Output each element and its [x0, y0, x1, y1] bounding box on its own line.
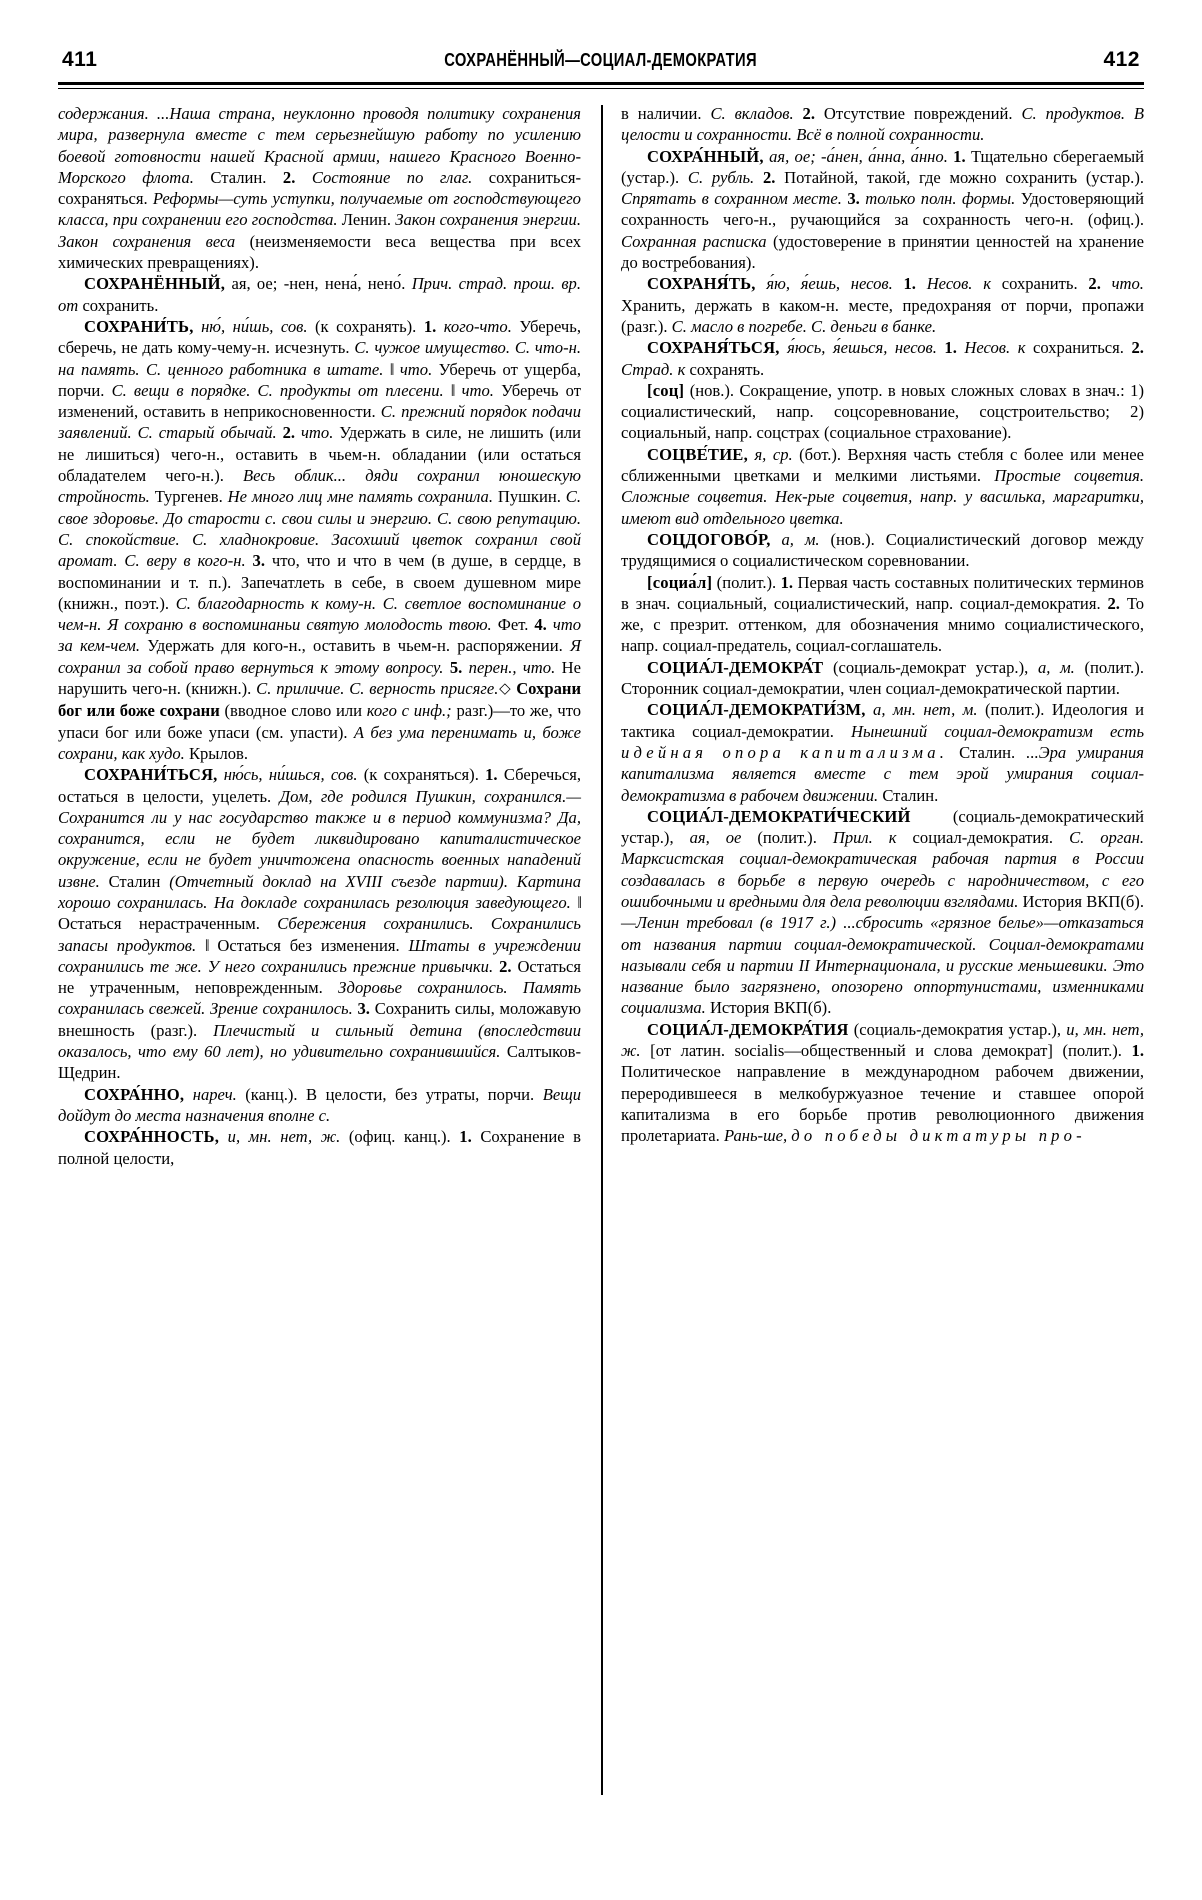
headword: СОХРАНИ́ТЬ, — [84, 316, 194, 336]
sense-1-definition: Первая часть составных политических терминов в знач. социальный, социалистический, напр. социал-демократия. — [621, 572, 1144, 613]
two-column-body — [58, 103, 1144, 1803]
sense-2-definition: Удержать в силе, не лишить (или не лишиться) чего-н., оставить в чьем-н. обладании (или остаться обладателем чего-н.). — [58, 423, 581, 486]
entry-sohranennyj — [58, 273, 581, 316]
running-head — [58, 48, 1144, 72]
sense-1-k: к — [1017, 338, 1026, 358]
sense-number-1: 1. — [903, 274, 916, 294]
entry-social-demokratiya — [621, 1019, 1144, 1147]
sense-3-definition: Удостоверяющий сохранность чего-н., ручающийся за сохранность чего-н. (офиц.). — [621, 189, 1145, 230]
sense-2-k: к — [677, 359, 686, 379]
example-2: —Ленин требовал (в 1917 г.) ...сбросить «грязное белье»—отказаться от названия партии социал-демократической. Социал-демократами называли себя и партии II Интернационала, и русские меньшевики. Это название было загрязнено, опозорено оппортунистами, изменниками социализма. — [621, 913, 1144, 1018]
sense-number-1: 1. — [485, 765, 498, 785]
source-1: История ВКП(б). — [1022, 891, 1144, 911]
etymology: [от латин. socialis—общественный и слова демократ] — [650, 1041, 1053, 1061]
grammar-plain: сохраняться). — [383, 765, 479, 785]
carryover-plain-1: в наличии. — [621, 104, 702, 123]
sub-2-definition: Остаться без изменения. — [217, 935, 400, 955]
sense-1-example-1: Дом, где родился Пушкин, сохранился.—Сохранится ли у нас государство также и в период коммунизма? Да, сохранится, если не будет ликвидировано капиталистическое окружение, если не будет уничтожена опасность военных нападений извне. — [58, 786, 581, 891]
source-1: Сталин. — [959, 742, 1016, 762]
qualifier: (полит.). — [1062, 1041, 1122, 1061]
sense-4-grammar: что за кем-чем. — [58, 615, 582, 656]
headword: СОХРАНИ́ТЬСЯ, — [84, 765, 218, 785]
double-bar-icon: ‖ — [577, 892, 581, 912]
carryover-sense-2: 2. — [282, 167, 296, 187]
sense-3-example: Плечистый и сильный детина (впоследствии оказалось, что ему 60 лет), но удивительно сохранившийся. — [58, 1020, 581, 1062]
sense-2-definition: То же, с презрит. оттенком, для обозначения мнимо социалистического, напр. социал-предатель, социал-соглашатель. — [621, 593, 1144, 656]
definition-plain: социал-демократия. — [912, 828, 1054, 848]
double-bar-icon: ‖ — [204, 935, 209, 955]
definition: Верхняя часть стебля с более или менее сближенными цветками и мелкими листьями. — [621, 444, 1144, 486]
sense-2-definition: Остаться не утраченным, неповрежденным. — [58, 956, 582, 998]
header-rule-thick — [58, 82, 1144, 85]
entry-social-demokraticheskij — [621, 806, 1144, 1019]
sense-4-example: Я сохранил за собой право вернуться к этому вопросу. — [58, 636, 581, 677]
entry-sohranitsya — [58, 764, 581, 1083]
definition: Сокращение, употр. в новых сложных словах в знач.: 1) социалистический, напр. соцсоревнование, соцстроительство; 2) социальный, напр. соцстрах (социальное страхование). — [621, 380, 1144, 443]
grammar-paren: (к — [315, 316, 329, 336]
definition-italic: Прич. страд. прош. вр. от — [58, 274, 581, 315]
sense-number-3: 3. — [847, 189, 860, 209]
sense-3-definition: что, что и что в чем (в душе, в сердце, в воспоминании и т. п.). Запечатлеть в себе, в своем душевном мире (книжн., поэт.). — [58, 551, 581, 613]
headword: [соц] — [647, 380, 685, 400]
sense-1-label: Несов. — [964, 338, 1011, 358]
tail-spaced: до победы диктатуры про- — [791, 1126, 1086, 1146]
qualifier: (бот.). — [799, 444, 842, 464]
variant: (социаль-демократический устар.), — [621, 806, 1144, 848]
sense-number-1: 1. — [944, 338, 957, 358]
sense-2-example: Здоровье сохранилось. Память сохранилась свежей. Зрение сохранилось. — [58, 978, 582, 1019]
sense-1-definition: Уберечь, сберечь, не дать кому-чему-н. исчезнуть. — [58, 316, 581, 358]
sense-3-tail: (удостоверение в принятии ценностей на хранение до востребования). — [621, 231, 1145, 273]
carryover-plain-2: Отсутствие повреждений. — [823, 104, 1013, 123]
sense-2-example-3: С. свое здоровье. До старости с. свои силы и энергию. С. свою репутацию. С. спокойствие. С. хладнокровие. Засохший цветок сохранил свой аромат. С. веру в кого-н. — [58, 487, 581, 571]
sense-number-3: 3. — [252, 551, 265, 571]
definition: Идеология и тактика социал-демократии. — [621, 700, 1145, 741]
definition-plain: сохранить. — [82, 295, 159, 315]
sense-1-definition: Сберечься, остаться в целости, уцелеть. — [58, 765, 582, 806]
sub-2-example: Штаты в учреждении сохранились те же. У него сохранились прежние привычки. — [58, 935, 581, 976]
qualifier: (нов.). — [689, 380, 735, 400]
sense-1-example: С. рубль. — [687, 167, 755, 187]
sense-2-example-2: Не много лиц мне память сохранила. — [227, 487, 493, 507]
example-1: Марксистская социал-демократическая рабочая партия в России создавалась в борьбе в первую очередь с народничеством, с его ошибочными и вредными для дела революции взглядами. — [621, 849, 1144, 911]
headword: СОХРА́ННОСТЬ, — [84, 1127, 220, 1147]
headword: [социа́л] — [647, 572, 713, 592]
grammar-italic: ню́сь, ни́шься, сов. — [223, 765, 358, 785]
sense-1-example-2: Картина хорошо сохранилась. На докладе сохранилась резолюция заведующего. — [58, 871, 582, 912]
headword: СОХРАНЯ́ТЬ, — [647, 274, 756, 294]
headword: СОХРА́ННЫЙ, — [647, 146, 764, 166]
grammar: я́ю, я́ешь, несов. — [766, 274, 893, 294]
sense-number-5: 5. — [449, 657, 463, 677]
idiom-italic: кого с инф.; — [366, 701, 452, 721]
example-2: ...Эра умирания капитализма является вместе с тем эрой умирания социал-демократизма в рабочем движении. — [621, 742, 1144, 805]
sense-number-2: 2. — [1107, 593, 1120, 613]
carryover-italic-2: С. продуктов. В целости и сохранности. Всё в полной сохранности. — [621, 104, 1145, 145]
headword: СОХРАНЁННЫЙ, — [84, 274, 226, 294]
headword: СОХРАНЯ́ТЬСЯ, — [647, 338, 780, 358]
idiom-tail: разг.)—то же, что упаси бог или боже упаси (см. упасти). — [58, 701, 582, 742]
sense-5-definition: Не нарушить чего-н. (книжн.). — [58, 657, 581, 699]
sense-1-plain: сохраниться. — [1033, 338, 1124, 358]
sense-2-grammar: что. — [1111, 274, 1144, 294]
grammar: а, мн. нет, м. — [873, 700, 978, 720]
double-bar-icon: ‖ — [450, 380, 455, 400]
sense-1-grammar: кого-что. — [443, 316, 512, 336]
sub-1-grammar: что. — [399, 359, 433, 379]
column-divider — [601, 105, 603, 1795]
qualifier: (офиц. канц.). — [348, 1127, 451, 1147]
sense-1-source-1: Сталин — [108, 871, 161, 891]
grammar: нареч. — [192, 1084, 237, 1104]
sense-2-grammar: что. — [301, 423, 334, 443]
folio-left: 411 — [62, 48, 98, 71]
sense-number-1: 1. — [953, 146, 966, 166]
sense-number-2: 2. — [1131, 338, 1144, 358]
tail-plain: Рань-ше, — [723, 1126, 788, 1146]
sense-1-label: Несов. — [926, 274, 973, 294]
source-2: История ВКП(б). — [709, 998, 832, 1018]
carryover-italic-3: Реформы—суть уступки, получаемые от господствующего класса, при сохранении его господства. — [58, 189, 581, 230]
header-rule-thin — [58, 88, 1144, 89]
grammar-paren: (к — [363, 765, 378, 785]
sense-1-definition: Сохранение в полной целости, — [58, 1127, 581, 1168]
sense-2-example: Спрятать в сохранном месте. — [621, 189, 842, 209]
sub-1-example: Сбережения сохранились. Сохранились запасы продуктов. — [58, 914, 581, 955]
sense-5-grammar: перен., что. — [468, 657, 556, 677]
variant: (социаль-демократия устар.), — [853, 1019, 1062, 1039]
running-title: СОХРАНЁННЫЙ—СОЦИАЛ-ДЕМОКРАТИЯ — [444, 50, 757, 70]
folio-right: 412 — [1103, 48, 1140, 71]
entry-sohranyatsya — [621, 337, 1144, 380]
sense-3-example-2: Я сохраню в воспоминаньи святую молодость твою. — [107, 615, 492, 635]
entry-social-demokratizm — [621, 699, 1144, 805]
entry-sohranno — [58, 1084, 581, 1127]
entry-social-prefix — [621, 572, 1144, 657]
entry-sohranit — [58, 316, 581, 764]
sense-1-definition: Политическое направление в международном рабочем движении, переродившееся в мелкобуржуазное течение и ставшее опорой капитализма в его борьбе против революционного движения пролетариата. — [621, 1062, 1144, 1146]
carryover-plain-3: сохраниться-сохраняться. — [58, 167, 582, 209]
sense-1-tail: сохранить. — [1001, 274, 1078, 294]
grammar-italic: ню́, ни́шь, сов. — [201, 316, 308, 336]
variant: (социаль-демократ устар.), — [832, 657, 1029, 677]
grammar: я́юсь, я́ешься, несов. — [787, 338, 937, 358]
qualifier: (полит.). — [1084, 657, 1144, 677]
carryover-plain-1: содержания. — [58, 104, 149, 123]
qualifier: (полит.). — [757, 828, 817, 848]
grammar: и, мн. нет, ж. — [621, 1019, 1144, 1061]
entry-socdogovor — [621, 529, 1144, 572]
entry-sohranyat — [621, 273, 1144, 337]
source-2: Сталин. — [882, 785, 939, 805]
qualifier: (полит.). — [984, 700, 1045, 720]
sense-1-example: С. чужое имущество. С. что-н. на память. С. ценного работника в штате. — [58, 338, 582, 379]
qualifier: (канц.). — [245, 1084, 298, 1104]
grammar: ая, ое; -а́нен, а́нна, а́нно. — [769, 146, 948, 166]
sense-number-2: 2. — [282, 423, 296, 443]
qualifier: (полит.). — [716, 572, 777, 592]
sense-number-1: 1. — [459, 1127, 472, 1147]
headword: СОЦИА́Л-ДЕМОКРАТИ́ЗМ, — [647, 700, 866, 720]
headword: СОЦИА́Л-ДЕМОКРА́ТИЯ — [647, 1019, 849, 1039]
example: Простые соцветия. Сложные соцветия. Нек-рые соцветия, напр. у василька, маргаритки, имеют вид отдельного цветка. — [621, 466, 1145, 528]
sense-1-k: к — [983, 274, 991, 294]
entry-sohrannyj — [621, 146, 1144, 274]
column-right — [617, 103, 1144, 1803]
sense-3-example-1: С. благодарность к кому-н. С. светлое воспоминание о чем-н. — [58, 593, 581, 635]
sense-1-definition: Тщательно сберегаемый (устар.). — [621, 146, 1144, 187]
carryover-paragraph — [58, 103, 581, 273]
qualifier: (нов.). — [830, 529, 875, 549]
sense-1-source-1-tail: (Отчетный доклад на XVIII съезде партии). — [169, 871, 508, 891]
carryover-italic-1: С. вкладов. — [710, 104, 794, 123]
grammar: ая, ое; -нен, нена́, нено́. — [231, 274, 406, 294]
sense-3-source: Фет. — [497, 615, 529, 635]
definition: Сторонник социал-демократии, член социал-демократической партии. — [621, 679, 1120, 699]
sub-1-example: С. вещи в порядке. С. продукты от плесени. — [111, 380, 444, 400]
sense-number-1: 1. — [423, 316, 437, 336]
grammar: и, мн. нет, ж. — [227, 1127, 341, 1147]
carryover-paragraph — [621, 103, 1144, 146]
grammar: ая, ое — [689, 828, 742, 848]
entry-soc-prefix — [621, 380, 1144, 444]
sense-3-source: Салтыков-Щедрин. — [58, 1042, 581, 1083]
carryover-italic-1: ...Наша страна, неуклонно проводя политику сохранения мира, развернула вместе с тем серьезнейшую работу по усилению боевой готовности нашей Красной армии, нашего Красного Военно-Морского флота. — [58, 104, 582, 187]
sense-3-definition: Сохранить силы, моложавую внешность (разг.). — [58, 999, 581, 1040]
definition: В целости, без утраты, порчи. — [306, 1084, 535, 1104]
idiom-paren: (вводное слово или — [224, 701, 363, 721]
definition: Социалистический договор между трудящимися о социалистическом соревновании. — [621, 529, 1144, 571]
sense-number-4: 4. — [534, 615, 547, 635]
carryover-italic-4: Закон сохранения энергии. Закон сохранения веса — [58, 210, 581, 251]
column-left — [58, 103, 601, 1803]
sense-3-example: Сохранная расписка — [621, 231, 767, 251]
sense-number-1: 1. — [780, 572, 794, 592]
double-bar-icon: ‖ — [389, 359, 394, 379]
headword: СОЦВЕ́ТИЕ, — [647, 444, 748, 464]
idiom-source: Крылов. — [188, 743, 249, 763]
grammar: а, м. — [1037, 657, 1075, 677]
headword: СОЦДОГОВО́Р, — [647, 529, 771, 549]
idiom-example: А без ума перенимать и, боже сохрани, как худо. — [58, 722, 581, 763]
sense-number-2: 2. — [762, 167, 776, 187]
sub-2-grammar: что. — [461, 380, 494, 400]
idiom-bold: Сохрани бог или боже сохрани — [58, 679, 581, 721]
sense-3-grammar: только полн. формы. — [865, 189, 1016, 209]
sense-number-2: 2. — [499, 956, 512, 976]
carryover-sense-2: 2. — [802, 104, 815, 123]
definition-italic: Прил. к — [832, 828, 897, 848]
carryover-plain-2: Сталин. — [210, 167, 267, 187]
sense-number-2: 2. — [1088, 274, 1101, 294]
headword: СОХРА́ННО, — [84, 1084, 185, 1104]
example-1: Нынешний социал-демократизм есть — [850, 721, 1144, 741]
sub-2-example: С. прежний порядок подачи заявлений. С. старый обычай. — [58, 402, 581, 443]
sense-2-source-2: Пушкин. — [497, 487, 561, 507]
example: Вещи дойдут до места назначения вполне с. — [58, 1084, 582, 1125]
carryover-italic-2: Состояние по глаг. — [311, 167, 473, 187]
sense-2-definition: Хранить, держать в каком-н. месте, предохраняя от порчи, пропажи (разг.). — [621, 295, 1144, 336]
sense-2-label: Страд. — [621, 359, 674, 379]
grammar: я, ср. — [754, 444, 793, 464]
sense-2-example: С. масло в погребе. С. деньги в банке. — [671, 316, 937, 336]
example-1-spaced: идейная опора капитализма. — [621, 742, 949, 762]
sense-number-3: 3. — [357, 999, 370, 1019]
entry-sohrannost — [58, 1126, 581, 1169]
entry-social-demokrat — [621, 657, 1144, 700]
headword: СОЦИА́Л-ДЕМОКРА́Т — [647, 657, 824, 677]
carryover-plain-5: (неизменяемости веса вещества при всех химических превращениях). — [58, 231, 582, 273]
sub-2-definition: Уберечь от изменений, оставить в неприкосновенности. — [58, 380, 581, 422]
entry-socvetie — [621, 444, 1144, 529]
sense-2-plain: сохранять. — [689, 359, 765, 379]
sense-number-1: 1. — [1131, 1041, 1144, 1061]
carryover-plain-4: Ленин. — [341, 210, 392, 230]
grammar-plain: сохранять). — [336, 316, 417, 336]
sub-1-definition: Остаться нерастраченным. — [58, 914, 260, 934]
sense-2-source-1: Тургенев. — [154, 487, 223, 507]
sense-4-definition: Удержать для кого-н., оставить в чьем-н. распоряжении. — [147, 636, 563, 656]
grammar: а, м. — [781, 529, 820, 549]
example-abbrev: С. орган. — [1069, 828, 1145, 848]
sense-2-example-1: Весь облик... дяди сохранил юношескую стройность. — [58, 466, 581, 507]
diamond-icon: ◇ — [498, 681, 512, 698]
headword: СОЦИА́Л-ДЕМОКРАТИ́ЧЕСКИЙ — [647, 806, 911, 826]
sub-1-definition: Уберечь от ущерба, порчи. — [58, 359, 581, 400]
sense-5-example: С. приличие. С. верность присяге. — [256, 679, 499, 699]
sense-2-definition: Потайной, такой, где можно сохранить (устар.). — [784, 167, 1144, 187]
